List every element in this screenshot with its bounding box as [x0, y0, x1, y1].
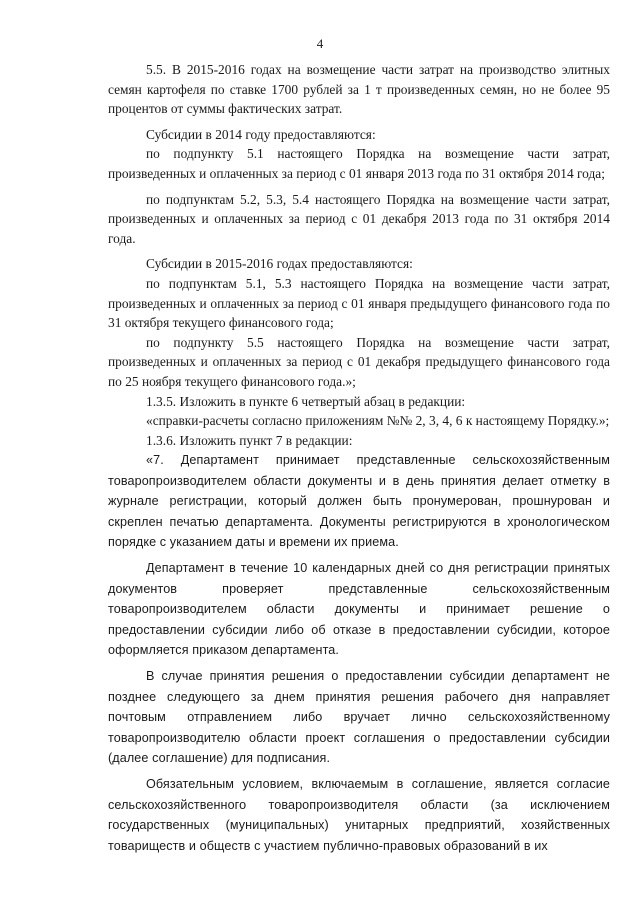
paragraph-subsidies-2014: Субсидии в 2014 году предоставляются: [146, 126, 376, 142]
paragraph-department-review: Департамент в течение 10 календарных дней со дня регистрации принятых документов проверяет представленные сельскохозяйственным товаропроизводителем области документы и принимает решение о предоставлении субсидии либо об отказе в предоставлении субсидии, которое оформляется приказом департамента. [108, 561, 610, 657]
paragraph-subsidies-2015-2016: Субсидии в 2015-2016 годах предоставляются: [146, 256, 413, 272]
paragraph-subpoint-5-5: по подпункту 5.5 настоящего Порядка на возмещение части затрат, произведенных и оплаченных за период с 01 декабря предыдущего финансового года по 25 ноября текущего финансового года.»; [108, 334, 610, 389]
paragraph-certificates: «справки-расчеты согласно приложениям №№ 2, 3, 4, 6 к настоящему Порядку.»; [146, 413, 610, 429]
paragraph-decision-case: В случае принятия решения о предоставлении субсидии департамент не позднее следующего за днем принятия решения рабочего дня направляет почтовым отправлением либо вручает лично сельскохозяйственному товаропроизводителю области проект соглашения о предоставлении субсидии (далее соглашение) для подписания. [108, 669, 610, 765]
paragraph-subpoint-5-1: по подпункту 5.1 настоящего Порядка на возмещение части затрат, произведенных и оплаченных за период с 01 января 2013 года по 31 октября 2014 года; [108, 146, 610, 181]
paragraph-5-5: 5.5. В 2015-2016 годах на возмещение части затрат на производство элитных семян картофеля по ставке 1700 рублей за 1 т произведенных семян, но не более 95 процентов от суммы фактических затрат. [108, 62, 610, 117]
document-body [108, 60, 610, 856]
page-number: 4 [316, 36, 324, 51]
paragraph-subpoints-5-2-5-4: по подпунктам 5.2, 5.3, 5.4 настоящего Порядка на возмещение части затрат, произведенных и оплаченных за период с 01 декабря 2013 года по 31 октября 2014 года. [108, 191, 610, 246]
paragraph-mandatory-condition: Обязательным условием, включаемым в соглашение, является согласие сельскохозяйственного товаропроизводителя области (за исключением государственных (муниципальных) унитарных предприятий, хозяйственных товариществ и обществ с участием публично-правовых образований в их [108, 777, 610, 853]
paragraph-point-7: «7. Департамент принимает представленные сельскохозяйственным товаропроизводителем области документы и в день принятия делает отметку в журнале регистрации, который должен быть пронумерован, прошнурован и скреплен печатью департамента. Документы регистрируются в хронологическом порядке с указанием даты и времени их приема. [108, 453, 610, 549]
paragraph-1-3-5: 1.3.5. Изложить в пункте 6 четвертый абзац в редакции: [146, 393, 466, 409]
paragraph-1-3-6: 1.3.6. Изложить пункт 7 в редакции: [146, 432, 353, 448]
paragraph-subpoints-5-1-5-3: по подпунктам 5.1, 5.3 настоящего Порядка на возмещение части затрат, произведенных и оплаченных за период с 01 января предыдущего финансового года по 31 октября текущего финансового года; [108, 275, 610, 331]
